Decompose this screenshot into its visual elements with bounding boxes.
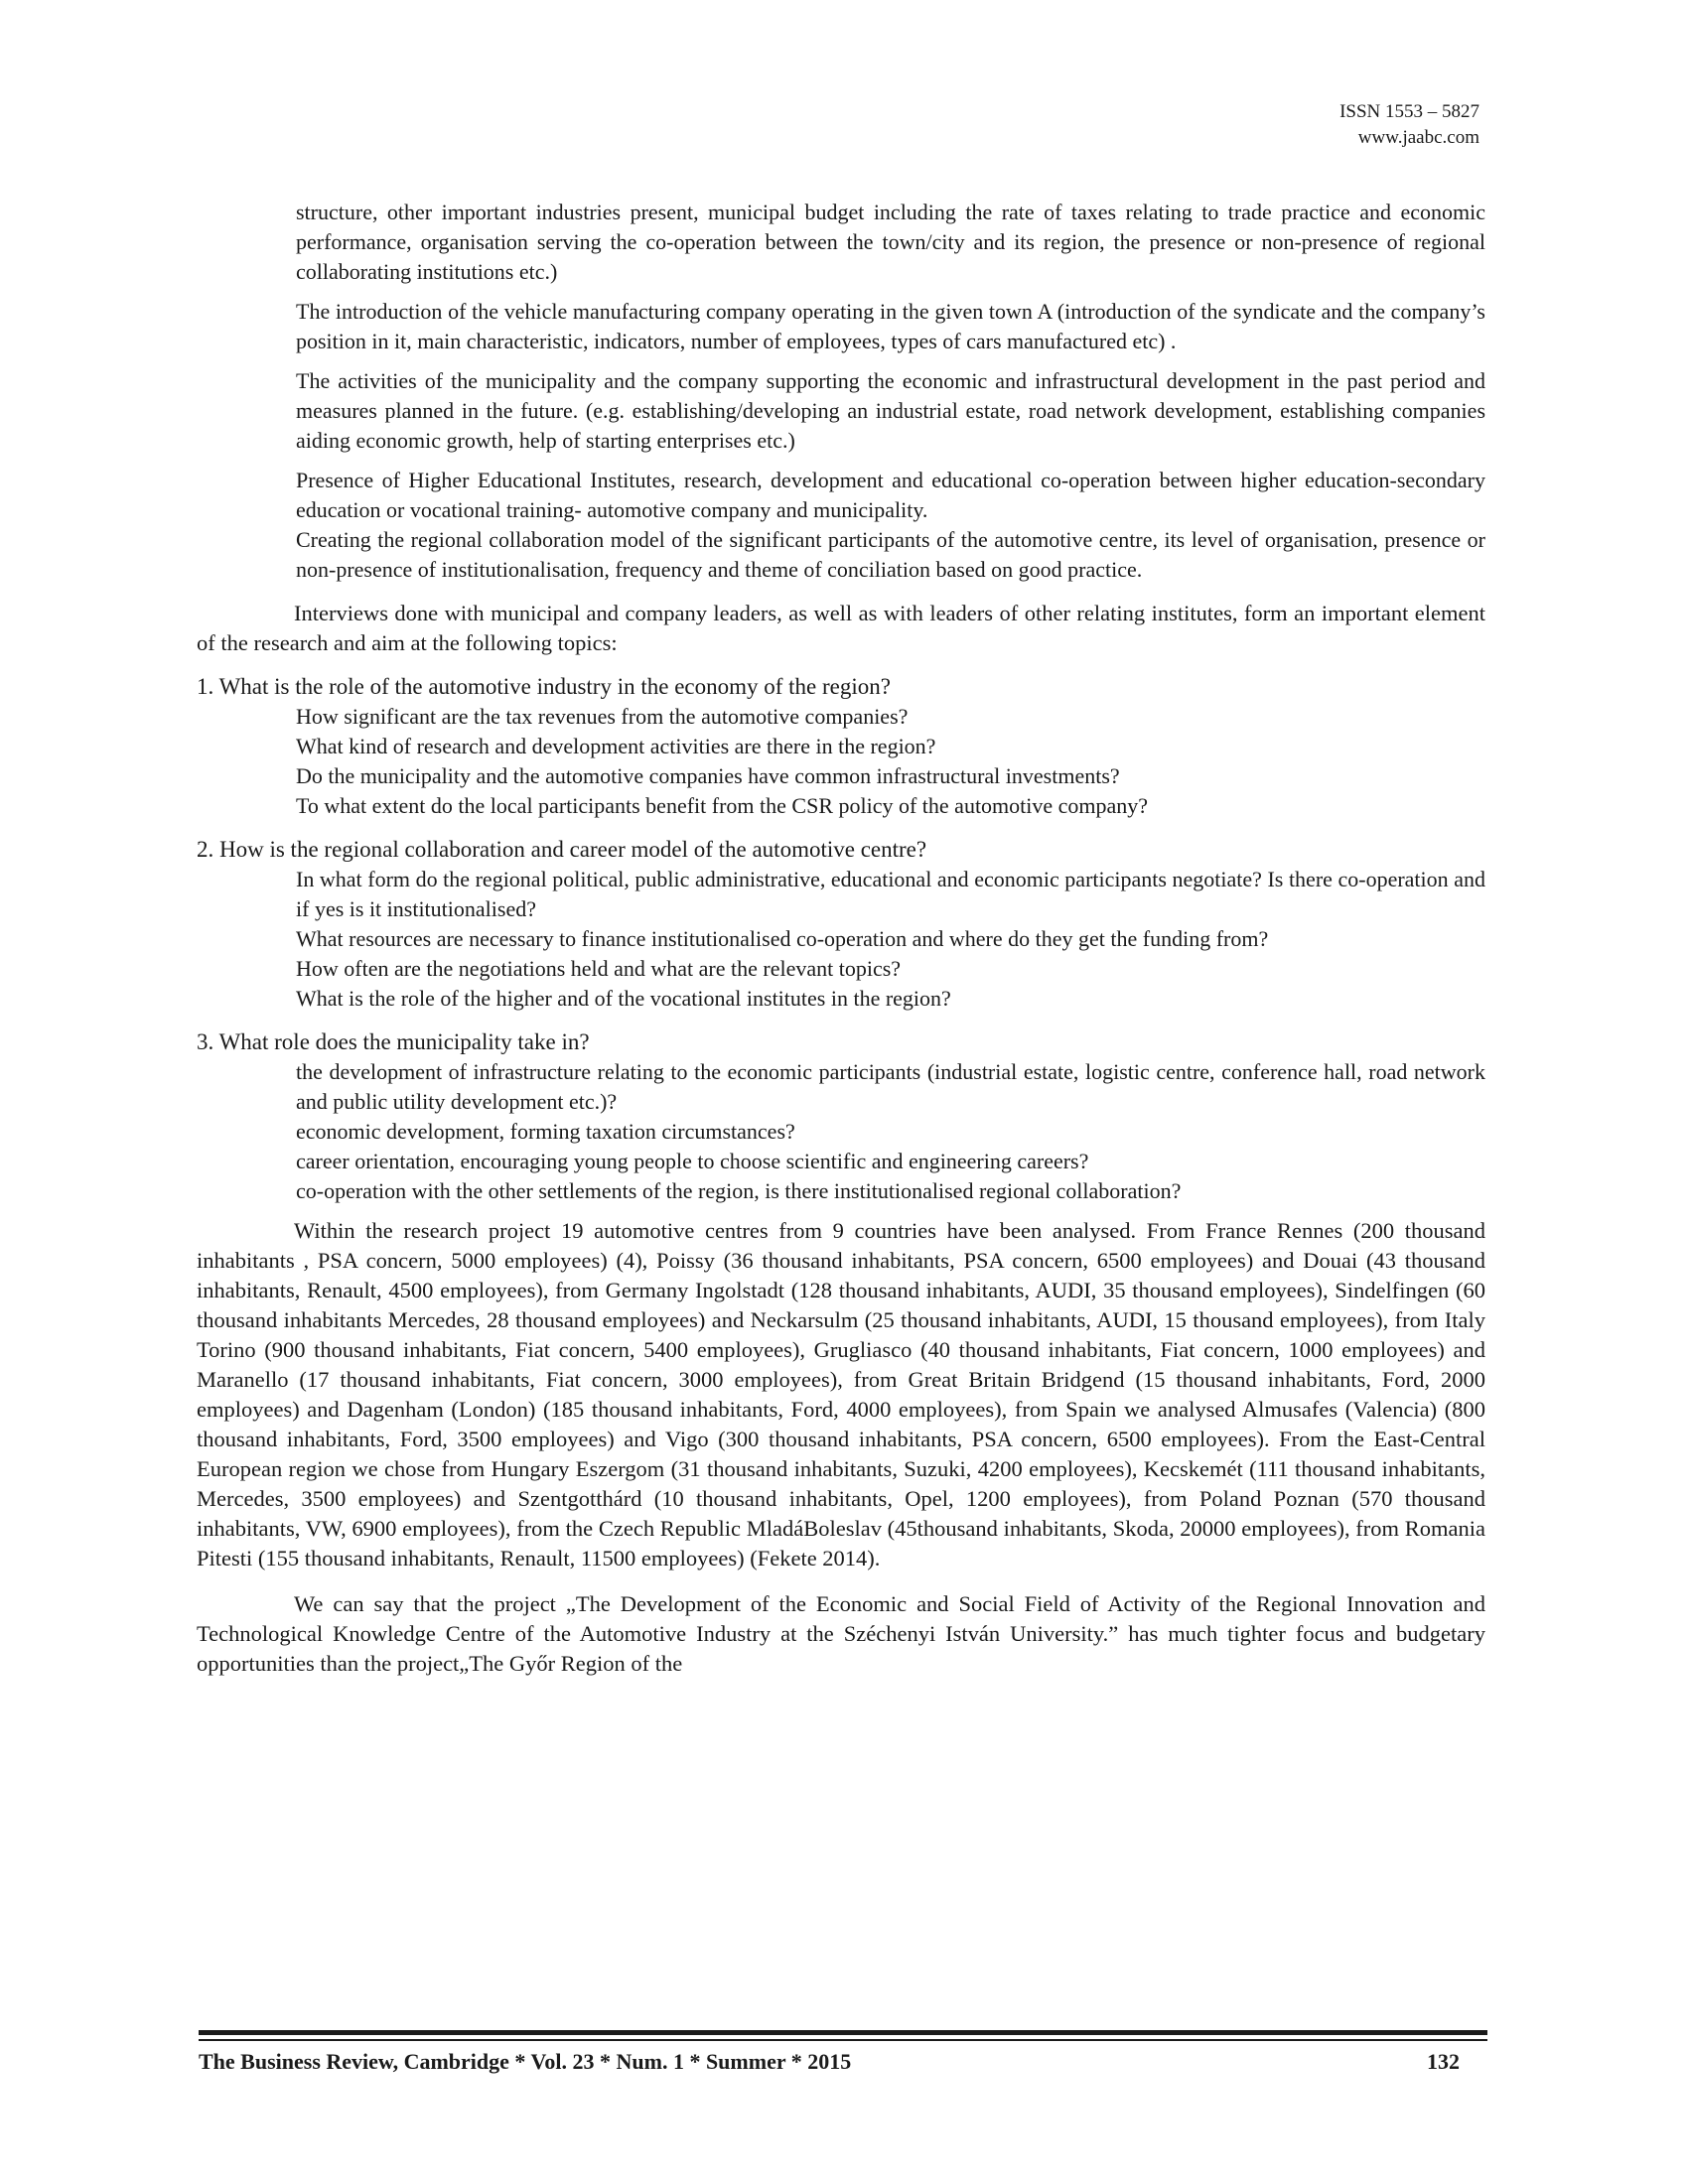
footer-rule-thick: [199, 2030, 1487, 2035]
question-block: [197, 835, 1485, 1014]
footer-journal: The Business Review, Cambridge * Vol. 23 * Num. 1 * Summer * 2015: [199, 2049, 852, 2074]
question-item: What kind of research and development activities are there in the region?: [296, 734, 936, 758]
intro-item: structure, other important industries present, municipal budget including the rate of taxes relating to trade practice and economic performance, organisation serving the co-operation between the town/city and its region, the presence or non-presence of regional collaborating institutions etc.): [296, 200, 1485, 284]
question-title: 2. How is the regional collaboration and career model of the automotive centre?: [197, 837, 927, 862]
issn-text: ISSN 1553 – 5827: [1339, 101, 1479, 122]
question-item: co-operation with the other settlements of the region, is there institutionalised regional collaboration?: [296, 1178, 1182, 1203]
question-title: 3. What role does the municipality take in?: [197, 1029, 590, 1054]
question-item: economic development, forming taxation circumstances?: [296, 1119, 795, 1144]
footer-rule-thin: [199, 2039, 1487, 2041]
question-block: [197, 672, 1485, 821]
intro-item: Presence of Higher Educational Institutes, research, development and educational co-operation between higher education-secondary education or vocational training- automotive company and municipality.: [296, 468, 1485, 522]
question-item: In what form do the regional political, public administrative, educational and economic participants negotiate? Is there co-operation and if yes is it institutionalised?: [296, 867, 1485, 921]
journal-url: www.jaabc.com: [1357, 127, 1479, 148]
question-item: To what extent do the local participants benefit from the CSR policy of the automotive company?: [296, 793, 1149, 818]
page-body: [197, 198, 1485, 1679]
footer: [199, 2049, 1460, 2075]
question-item: How significant are the tax revenues from the automotive companies?: [296, 704, 909, 729]
question-item: What is the role of the higher and of the vocational institutes in the region?: [296, 986, 951, 1011]
running-header: [1339, 99, 1479, 151]
question-item: Do the municipality and the automotive companies have common infrastructural investments?: [296, 763, 1120, 788]
question-item: How often are the negotiations held and what are the relevant topics?: [296, 956, 902, 981]
intro-item: The introduction of the vehicle manufacturing company operating in the given town A (introduction of the syndicate and the company’s position in it, main characteristic, indicators, number of employees, types of cars manufactured etc) .: [296, 299, 1485, 353]
intro-item: Creating the regional collaboration model of the significant participants of the automotive centre, its level of organisation, presence or non-presence of institutionalisation, frequency and theme of conciliation based on good practice.: [296, 527, 1485, 582]
question-item: career orientation, encouraging young people to choose scientific and engineering careers?: [296, 1149, 1089, 1173]
question-item: the development of infrastructure relating to the economic participants (industrial estate, logistic centre, conference hall, road network and public utility development etc.)?: [296, 1059, 1485, 1114]
question-block: [197, 1027, 1485, 1206]
question-title: 1. What is the role of the automotive industry in the economy of the region?: [197, 674, 891, 699]
interviews-paragraph: Interviews done with municipal and company leaders, as well as with leaders of other relating institutes, form an important element of the research and aim at the following topics:: [197, 601, 1485, 655]
project-paragraph: We can say that the project „The Development of the Economic and Social Field of Activity of the Regional Innovation and Technological Knowledge Centre of the Automotive Industry at the Széchenyi István University.” has much tighter focus and budgetary opportunities than the project„The Győr Region of the: [197, 1591, 1485, 1676]
question-item: What resources are necessary to finance institutionalised co-operation and where do they get the funding from?: [296, 926, 1269, 951]
intro-item: The activities of the municipality and the company supporting the economic and infrastructural development in the past period and measures planned in the future. (e.g. establishing/developing an industrial estate, road network development, establishing companies aiding economic growth, help of starting enterprises etc.): [296, 368, 1485, 453]
page-number: 132: [1427, 2049, 1460, 2074]
research-paragraph: Within the research project 19 automotive centres from 9 countries have been analysed. From France Rennes (200 thousand inhabitants , PSA concern, 5000 employees) (4), Poissy (36 thousand inhabitants, PSA concern, 6500 employees) and Douai (43 thousand inhabitants, Renault, 4500 employees), from Germany Ingolstadt (128 thousand inhabitants, AUDI, 35 thousand employees), Sindelfingen (60 thousand inhabitants Mercedes, 28 thousand employees) and Neckarsulm (25 thousand inhabitants, AUDI, 15 thousand employees), from Italy Torino (900 thousand inhabitants, Fiat concern, 5400 employees), Grugliasco (40 thousand inhabitants, Fiat concern, 1000 employees) and Maranello (17 thousand inhabitants, Fiat concern, 3000 employees), from Great Britain Bridgend (15 thousand inhabitants, Ford, 2000 employees) and Dagenham (London) (185 thousand inhabitants, Ford, 4000 employees), from Spain we analysed Almusafes (Valencia) (800 thousand inhabitants, Ford, 3500 employees) and Vigo (300 thousand inhabitants, PSA concern, 6500 employees). From the East-Central European region we chose from Hungary Eszergom (31 thousand inhabitants, Suzuki, 4200 employees), Kecskemét (111 thousand inhabitants, Mercedes, 3500 employees) and Szentgotthárd (10 thousand inhabitants, Opel, 1200 employees), from Poland Poznan (570 thousand inhabitants, VW, 6900 employees), from the Czech Republic MladáBoleslav (45thousand inhabitants, Skoda, 20000 employees), from Romania Pitesti (155 thousand inhabitants, Renault, 11500 employees) (Fekete 2014).: [197, 1218, 1485, 1570]
